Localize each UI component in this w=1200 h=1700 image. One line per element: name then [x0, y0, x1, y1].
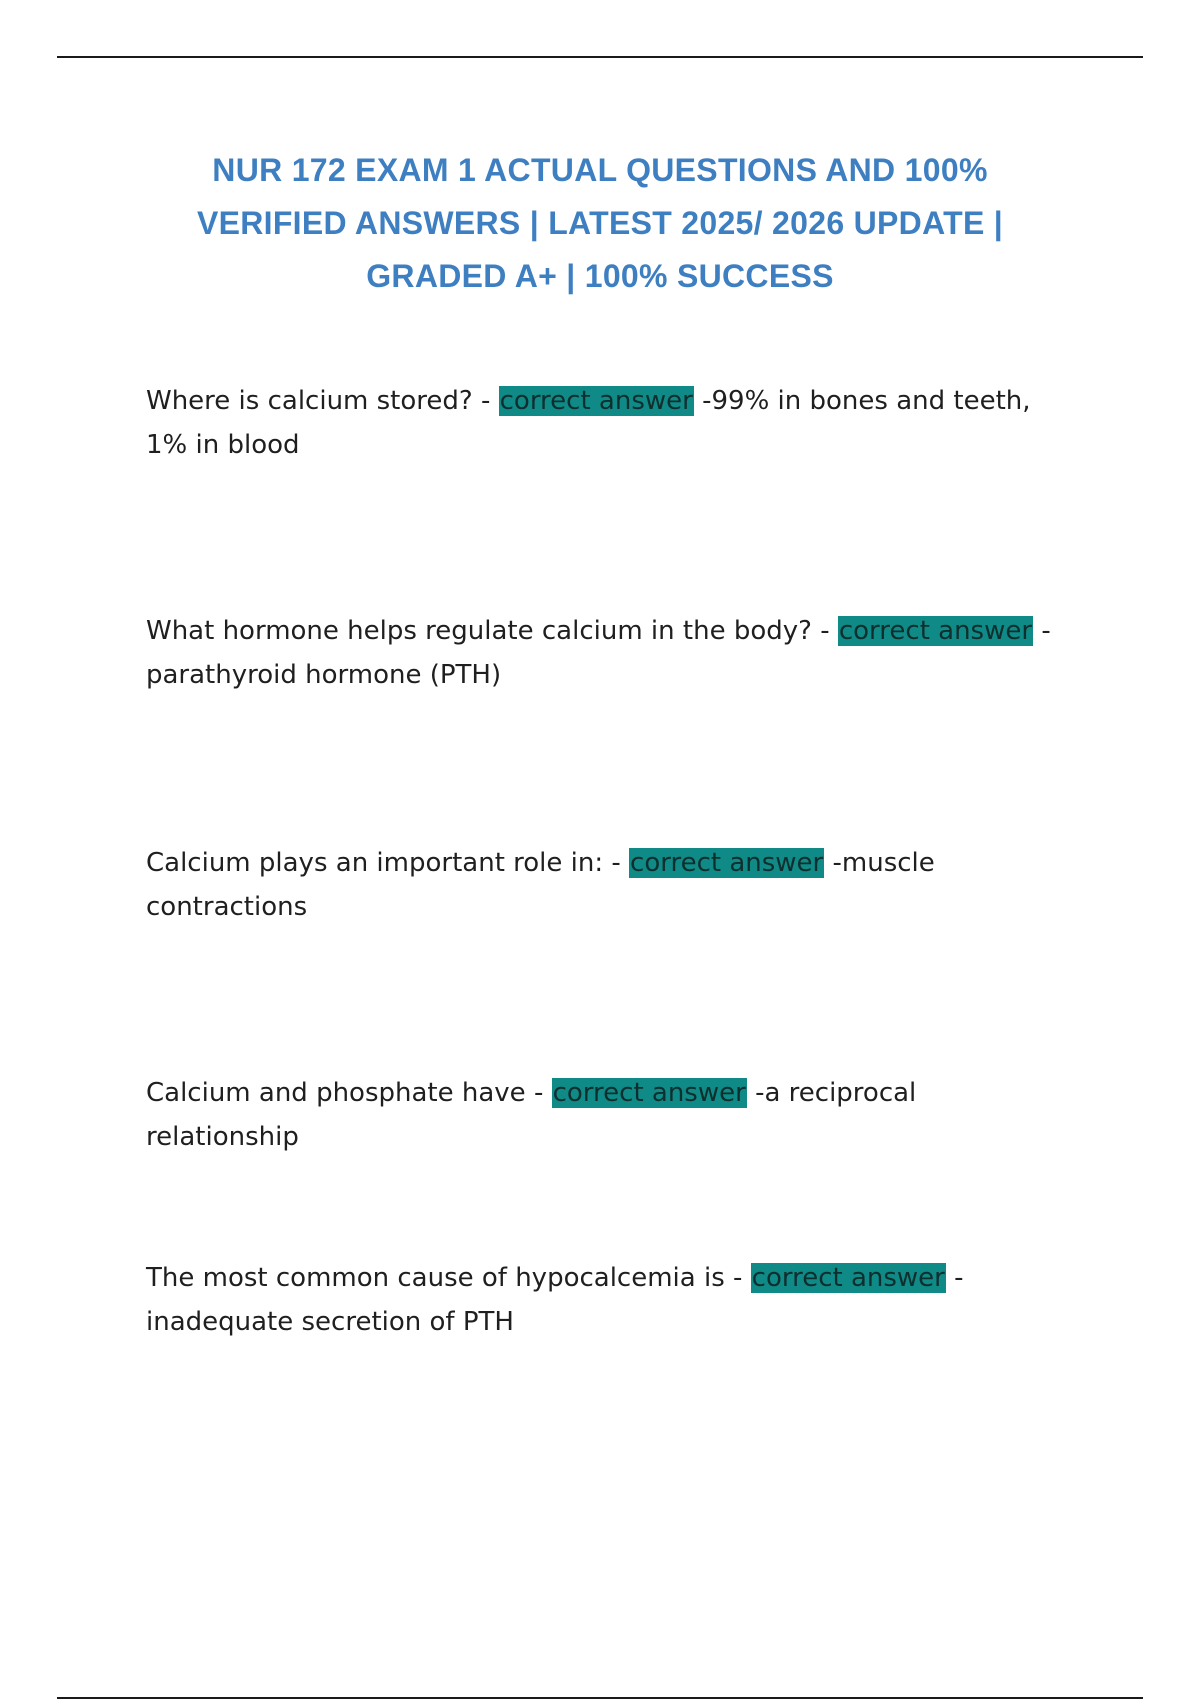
document-title — [120, 144, 1080, 303]
answer-marker: correct answer — [630, 848, 824, 878]
answer-marker: correct answer — [838, 616, 1033, 646]
qa-item-5 — [146, 1256, 1076, 1344]
qa-item-1 — [146, 379, 1076, 467]
top-rule — [57, 56, 1143, 58]
title-line-3: GRADED A+ | 100% SUCCESS — [366, 258, 834, 294]
qa-item-4 — [146, 1071, 1076, 1159]
answer-text: - parathyroid hormone (PTH) — [146, 616, 1051, 690]
answer-marker: correct answer — [499, 386, 693, 416]
question-text: Calcium plays an important role in: - — [146, 848, 630, 878]
answer-marker: correct answer — [751, 1263, 945, 1293]
qa-item-3 — [146, 841, 1076, 929]
bottom-rule — [57, 1697, 1143, 1699]
answer-text: -a reciprocal relationship — [146, 1078, 917, 1152]
question-text: The most common cause of hypocalcemia is - — [146, 1263, 751, 1293]
qa-item-2 — [146, 609, 1076, 697]
question-text: Where is calcium stored? - — [146, 386, 499, 416]
title-line-2: VERIFIED ANSWERS | LATEST 2025/ 2026 UPDATE | — [196, 205, 1004, 241]
question-text: What hormone helps regulate calcium in the body? - — [146, 616, 838, 646]
answer-text: -99% in bones and teeth, 1% in blood — [146, 386, 1031, 460]
answer-marker: correct answer — [552, 1078, 746, 1108]
answer-text: -muscle contractions — [146, 848, 935, 922]
title-line-1: NUR 172 EXAM 1 ACTUAL QUESTIONS AND 100% — [212, 152, 988, 188]
question-text: Calcium and phosphate have - — [146, 1078, 552, 1108]
answer-text: - inadequate secretion of PTH — [146, 1263, 964, 1337]
